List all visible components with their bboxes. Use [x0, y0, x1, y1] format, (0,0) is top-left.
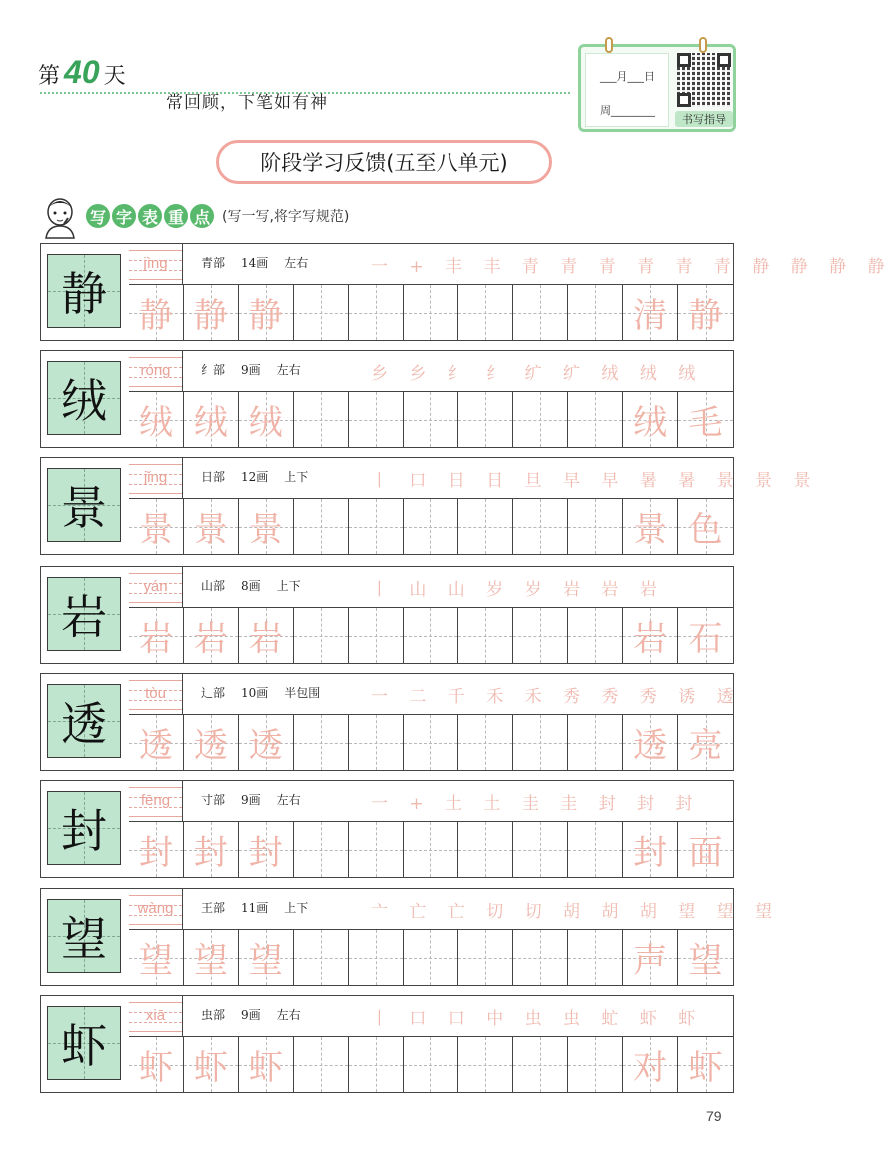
writing-cell[interactable]: [678, 499, 733, 554]
trace-char: [568, 392, 622, 447]
writing-cell[interactable]: [349, 715, 404, 770]
writing-cell[interactable]: [294, 392, 349, 447]
writing-cell[interactable]: [349, 392, 404, 447]
trace-char: 透: [193, 726, 228, 766]
writing-cell[interactable]: [623, 930, 678, 985]
trace-char: 静: [248, 296, 283, 336]
structure: 上下: [284, 470, 309, 484]
day-suffix: 天: [103, 64, 126, 89]
model-char-box: [47, 254, 121, 328]
writing-cell[interactable]: [623, 285, 678, 340]
motto: 常回顾，下笔如有神: [166, 93, 328, 113]
pinyin-text: wàng: [137, 900, 174, 917]
writing-cell[interactable]: [568, 715, 623, 770]
trace-char: [349, 1037, 403, 1092]
writing-cell[interactable]: [623, 392, 678, 447]
writing-cell[interactable]: [294, 285, 349, 340]
trace-char: [568, 608, 622, 663]
stroke-count: 10画: [241, 686, 269, 700]
writing-cell[interactable]: [404, 1037, 459, 1092]
pinyin-text: tòu: [145, 685, 166, 702]
trace-char: [349, 392, 403, 447]
trace-char: 亮: [688, 726, 723, 766]
practice-row: [40, 350, 734, 448]
trace-char: [294, 285, 348, 340]
trace-char: [458, 285, 512, 340]
section-title: 阶段学习反馈(五至八单元): [216, 140, 552, 184]
practice-row: [40, 243, 893, 341]
trace-char: 静: [688, 296, 723, 336]
trace-char: 声: [633, 941, 668, 981]
trace-char: 毛: [688, 403, 723, 443]
model-char-box: [47, 1006, 121, 1080]
trace-char: 封: [193, 833, 228, 873]
radical: 青部: [201, 256, 226, 270]
model-char: 虾: [61, 1019, 107, 1073]
model-char-box: [47, 899, 121, 973]
trace-char: [404, 608, 458, 663]
writing-cell[interactable]: [239, 499, 294, 554]
trace-char: [568, 499, 622, 554]
writing-cell[interactable]: [349, 608, 404, 663]
practice-row: [40, 780, 734, 878]
trace-char: 绒: [138, 403, 173, 443]
trace-char: 清: [633, 296, 668, 336]
writing-cell[interactable]: [404, 822, 459, 877]
trace-char: 绒: [633, 403, 668, 443]
trace-char: [568, 930, 622, 985]
pinyin-text: róng: [140, 362, 171, 379]
model-char: 景: [61, 481, 107, 535]
stroke-count: 14画: [241, 256, 269, 270]
trace-char: 望: [138, 941, 173, 981]
pinyin-cell: [129, 996, 183, 1036]
trace-char: [458, 1037, 512, 1092]
trace-char: [404, 715, 458, 770]
writing-cell[interactable]: [294, 822, 349, 877]
pinyin-text: yán: [143, 578, 168, 595]
writing-cell[interactable]: [129, 822, 184, 877]
char-info: [201, 254, 324, 271]
writing-cell[interactable]: [294, 715, 349, 770]
subtitle-char: 写: [84, 202, 112, 230]
trace-char: 岩: [138, 619, 173, 659]
trace-char: 景: [138, 510, 173, 550]
radical: 纟部: [201, 363, 226, 377]
writing-cell[interactable]: [568, 608, 623, 663]
trace-char: [294, 392, 348, 447]
writing-cell[interactable]: [458, 822, 513, 877]
pinyin-cell: [129, 889, 183, 929]
writing-cell[interactable]: [513, 1037, 568, 1092]
model-char: 绒: [61, 374, 107, 428]
writing-cell[interactable]: [404, 608, 459, 663]
stroke-sequence: 一 二 千 禾 禾 秀 秀 秀 诱 透: [371, 687, 742, 707]
writing-cell[interactable]: [568, 1037, 623, 1092]
stroke-sequence: 一 + 土 土 圭 圭 封 封 封: [371, 794, 701, 814]
date-week: 周________: [600, 104, 655, 117]
writing-cell[interactable]: [349, 930, 404, 985]
writing-cell[interactable]: [623, 715, 678, 770]
writing-cell[interactable]: [513, 608, 568, 663]
trace-char: [513, 715, 567, 770]
trace-char: 望: [688, 941, 723, 981]
radical: 山部: [201, 579, 226, 593]
stroke-sequence: 丨 口 日 日 旦 早 早 暑 暑 景 景 景: [371, 471, 819, 491]
writing-cell[interactable]: [294, 608, 349, 663]
char-info: [201, 899, 324, 916]
stroke-count: 9画: [241, 363, 261, 377]
writing-cell[interactable]: [349, 499, 404, 554]
stroke-sequence: 丨 山 山 岁 岁 岩 岩 岩: [371, 580, 665, 600]
trace-char: [404, 392, 458, 447]
writing-cell[interactable]: [239, 285, 294, 340]
trace-char: 景: [633, 510, 668, 550]
trace-char: 绒: [193, 403, 228, 443]
trace-char: [349, 499, 403, 554]
model-char: 望: [61, 912, 107, 966]
structure: 左右: [276, 1008, 301, 1022]
writing-cell[interactable]: [678, 392, 733, 447]
trace-char: [404, 930, 458, 985]
char-info: [201, 1006, 317, 1023]
model-char-box: [47, 361, 121, 435]
writing-cell[interactable]: [239, 608, 294, 663]
practice-row: [40, 673, 742, 771]
trace-char: [458, 392, 512, 447]
trace-char: 岩: [193, 619, 228, 659]
tian-grid: [129, 930, 733, 985]
trace-char: [513, 285, 567, 340]
page-number: 79: [706, 1108, 722, 1124]
trace-char: 虾: [193, 1048, 228, 1088]
structure: 上下: [276, 579, 301, 593]
pinyin-cell: [129, 781, 183, 821]
writing-cell[interactable]: [239, 822, 294, 877]
trace-char: [458, 930, 512, 985]
day-prefix: 第: [38, 64, 61, 89]
writing-cell[interactable]: [513, 392, 568, 447]
writing-cell[interactable]: [129, 930, 184, 985]
trace-char: 透: [248, 726, 283, 766]
trace-char: [568, 285, 622, 340]
writing-cell[interactable]: [239, 715, 294, 770]
date-calendar-card: [578, 44, 736, 132]
writing-cell[interactable]: [513, 822, 568, 877]
subtitle: [84, 202, 349, 230]
subtitle-char: 重: [162, 202, 190, 230]
pinyin-cell: [129, 458, 183, 498]
trace-char: [513, 499, 567, 554]
radical: 王部: [201, 901, 226, 915]
stroke-count: 8画: [241, 579, 261, 593]
trace-char: [568, 822, 622, 877]
trace-char: 景: [193, 510, 228, 550]
trace-char: 虾: [138, 1048, 173, 1088]
trace-char: [513, 822, 567, 877]
writing-cell[interactable]: [294, 1037, 349, 1092]
trace-char: 岩: [248, 619, 283, 659]
structure: 左右: [276, 793, 301, 807]
trace-char: [458, 715, 512, 770]
subtitle-char: 字: [110, 202, 138, 230]
practice-row: [40, 566, 734, 664]
trace-char: [294, 930, 348, 985]
writing-guide-label[interactable]: 书写指导: [675, 111, 733, 127]
stroke-count: 11画: [241, 901, 269, 915]
tian-grid: [129, 608, 733, 663]
writing-cell[interactable]: [623, 608, 678, 663]
trace-char: 望: [248, 941, 283, 981]
writing-cell[interactable]: [129, 715, 184, 770]
model-char-box: [47, 791, 121, 865]
writing-cell[interactable]: [678, 1037, 733, 1092]
trace-char: [349, 285, 403, 340]
writing-cell[interactable]: [294, 930, 349, 985]
pinyin-cell: [129, 351, 183, 391]
radical: 虫部: [201, 1008, 226, 1022]
tian-grid: [129, 1037, 733, 1092]
writing-cell[interactable]: [294, 499, 349, 554]
radical: 寸部: [201, 793, 226, 807]
model-char-box: [47, 577, 121, 651]
trace-char: [349, 822, 403, 877]
writing-cell[interactable]: [458, 930, 513, 985]
writing-cell[interactable]: [513, 715, 568, 770]
trace-char: 对: [633, 1048, 668, 1088]
trace-char: 望: [193, 941, 228, 981]
writing-cell[interactable]: [404, 285, 459, 340]
writing-cell[interactable]: [184, 499, 239, 554]
pinyin-text: xiā: [145, 1007, 166, 1024]
writing-cell[interactable]: [568, 499, 623, 554]
trace-char: [513, 1037, 567, 1092]
writing-cell[interactable]: [404, 930, 459, 985]
writing-cell[interactable]: [568, 822, 623, 877]
trace-char: [294, 1037, 348, 1092]
tian-grid: [129, 392, 733, 447]
trace-char: [294, 499, 348, 554]
pinyin-cell: [129, 244, 183, 284]
stroke-sequence: 乡 乡 纟 纟 纩 纩 绒 绒 绒: [371, 364, 704, 384]
trace-char: 景: [248, 510, 283, 550]
tian-grid: [129, 285, 733, 340]
qr-code-icon[interactable]: [677, 53, 731, 107]
writing-cell[interactable]: [184, 392, 239, 447]
trace-char: [458, 822, 512, 877]
day-number: 40: [64, 54, 100, 90]
writing-cell[interactable]: [678, 285, 733, 340]
structure: 左右: [284, 256, 309, 270]
trace-char: 绒: [248, 403, 283, 443]
tian-grid: [129, 715, 733, 770]
trace-char: 透: [633, 726, 668, 766]
pinyin-cell: [129, 674, 183, 714]
trace-char: [294, 608, 348, 663]
writing-cell[interactable]: [349, 285, 404, 340]
writing-cell[interactable]: [623, 822, 678, 877]
trace-char: [349, 608, 403, 663]
structure: 半包围: [284, 686, 321, 700]
writing-cell[interactable]: [568, 285, 623, 340]
writing-cell[interactable]: [678, 822, 733, 877]
subtitle-note: (写一写,将字写规范): [222, 209, 350, 225]
trace-char: 虾: [688, 1048, 723, 1088]
model-char: 封: [61, 804, 107, 858]
radical: 日部: [201, 470, 226, 484]
trace-char: 虾: [248, 1048, 283, 1088]
writing-cell[interactable]: [404, 392, 459, 447]
trace-char: [294, 715, 348, 770]
trace-char: 封: [138, 833, 173, 873]
char-info: [201, 361, 317, 378]
trace-char: [349, 715, 403, 770]
writing-cell[interactable]: [349, 1037, 404, 1092]
boy-mascot-icon: [38, 194, 82, 238]
writing-cell[interactable]: [184, 285, 239, 340]
trace-char: [513, 930, 567, 985]
ring-icon: [699, 37, 707, 53]
trace-char: 静: [193, 296, 228, 336]
tian-grid: [129, 822, 733, 877]
trace-char: 透: [138, 726, 173, 766]
trace-char: [404, 499, 458, 554]
writing-cell[interactable]: [458, 285, 513, 340]
model-char: 静: [61, 267, 107, 321]
writing-cell[interactable]: [458, 392, 513, 447]
writing-cell[interactable]: [623, 499, 678, 554]
model-char: 透: [61, 697, 107, 751]
writing-cell[interactable]: [184, 715, 239, 770]
writing-cell[interactable]: [239, 392, 294, 447]
writing-cell[interactable]: [404, 715, 459, 770]
trace-char: [294, 822, 348, 877]
writing-cell[interactable]: [184, 1037, 239, 1092]
writing-cell[interactable]: [568, 930, 623, 985]
writing-cell[interactable]: [239, 930, 294, 985]
radical: 辶部: [201, 686, 226, 700]
model-char: 岩: [61, 590, 107, 644]
writing-cell[interactable]: [623, 1037, 678, 1092]
trace-char: 岩: [633, 619, 668, 659]
char-info: [201, 468, 324, 485]
writing-cell[interactable]: [458, 499, 513, 554]
writing-cell[interactable]: [513, 285, 568, 340]
trace-char: 静: [138, 296, 173, 336]
writing-cell[interactable]: [458, 1037, 513, 1092]
stroke-sequence: 一 + 丰 丰 青 青 青 青 青 青 静 静 静 静: [371, 257, 893, 277]
writing-cell[interactable]: [513, 499, 568, 554]
writing-cell[interactable]: [129, 392, 184, 447]
trace-char: [404, 285, 458, 340]
pinyin-text: fēng: [140, 792, 171, 809]
pinyin-text: jìng: [143, 255, 168, 272]
writing-cell[interactable]: [568, 392, 623, 447]
trace-char: [404, 822, 458, 877]
trace-char: 面: [688, 833, 723, 873]
writing-cell[interactable]: [129, 499, 184, 554]
date-fill-area: [585, 53, 669, 127]
trace-char: 石: [688, 619, 723, 659]
writing-cell[interactable]: [239, 1037, 294, 1092]
model-char-box: [47, 684, 121, 758]
structure: 左右: [276, 363, 301, 377]
trace-char: [458, 608, 512, 663]
trace-char: [568, 715, 622, 770]
writing-cell[interactable]: [129, 285, 184, 340]
model-char-box: [47, 468, 121, 542]
writing-cell[interactable]: [404, 499, 459, 554]
writing-cell[interactable]: [678, 930, 733, 985]
char-info: [201, 684, 336, 701]
trace-char: [513, 608, 567, 663]
writing-cell[interactable]: [129, 608, 184, 663]
char-info: [201, 577, 317, 594]
trace-char: 封: [633, 833, 668, 873]
subtitle-char: 表: [136, 202, 164, 230]
writing-cell[interactable]: [349, 822, 404, 877]
writing-cell[interactable]: [678, 608, 733, 663]
pinyin-cell: [129, 567, 183, 607]
trace-char: 色: [688, 510, 723, 550]
practice-row: [40, 888, 781, 986]
ring-icon: [605, 37, 613, 53]
stroke-count: 9画: [241, 793, 261, 807]
writing-cell[interactable]: [513, 930, 568, 985]
trace-char: [404, 1037, 458, 1092]
trace-char: [513, 392, 567, 447]
trace-char: [349, 930, 403, 985]
trace-char: 封: [248, 833, 283, 873]
practice-row: [40, 457, 819, 555]
subtitle-char: 点: [188, 202, 216, 230]
day-title: [38, 54, 126, 94]
writing-cell[interactable]: [678, 715, 733, 770]
writing-cell[interactable]: [129, 1037, 184, 1092]
stroke-count: 12画: [241, 470, 269, 484]
stroke-sequence: 亠 亡 亡 切 切 胡 胡 胡 望 望 望: [371, 902, 781, 922]
char-info: [201, 791, 317, 808]
writing-cell[interactable]: [184, 930, 239, 985]
writing-cell[interactable]: [458, 608, 513, 663]
tian-grid: [129, 499, 733, 554]
trace-char: [568, 1037, 622, 1092]
trace-char: [458, 499, 512, 554]
stroke-count: 9画: [241, 1008, 261, 1022]
date-month-day: ___月___日: [600, 70, 655, 83]
writing-cell[interactable]: [184, 822, 239, 877]
pinyin-text: jǐng: [143, 469, 168, 486]
writing-cell[interactable]: [458, 715, 513, 770]
structure: 上下: [284, 901, 309, 915]
stroke-sequence: 丨 口 口 中 虫 虫 虻 虾 虾: [371, 1009, 704, 1029]
practice-row: [40, 995, 734, 1093]
writing-cell[interactable]: [184, 608, 239, 663]
